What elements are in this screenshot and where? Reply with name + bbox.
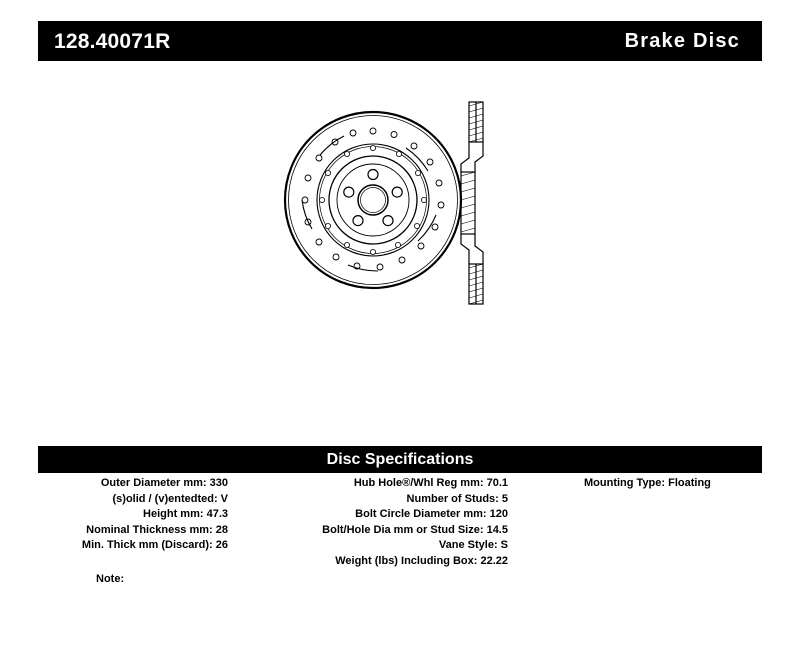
spec-body: [38, 476, 762, 596]
spec-row: Nominal Thickness mm: 28: [86, 523, 228, 536]
spec-row: Bolt/Hole Dia mm or Stud Size: 14.5: [322, 523, 508, 536]
spec-column-middle: [248, 476, 508, 569]
note: [96, 572, 147, 587]
header-bar: [38, 21, 762, 61]
spec-row: Mounting Type: Floating: [584, 477, 711, 489]
brake-rotor-face-view: [278, 105, 468, 295]
spec-row: Weight (lbs) Including Box: 22.22: [335, 554, 508, 567]
note-label: Note:: [96, 573, 125, 585]
product-drawing: [38, 80, 762, 360]
part-number: 128.40071R: [54, 29, 171, 53]
spec-row: Hub Hole®/Whl Reg mm: 70.1: [353, 477, 508, 489]
product-type: Brake Disc: [624, 30, 740, 52]
spec-row: Min. Thick mm (Discard): 26: [81, 539, 228, 551]
brake-rotor-edge-view: [453, 98, 513, 308]
spec-row: Height mm: 47.3: [143, 508, 228, 520]
spec-row: Outer Diameter mm: 330: [100, 477, 228, 489]
spec-row: Bolt Circle Diameter mm: 120: [355, 508, 508, 520]
spec-row: Vane Style: S: [438, 539, 508, 551]
spec-column-right: [538, 476, 762, 492]
spec-column-left: [38, 476, 228, 554]
spec-row: (s)olid / (v)entedted: V: [112, 492, 228, 505]
spec-row: Number of Studs: 5: [406, 492, 508, 505]
spec-title: Disc Specifications: [326, 450, 474, 468]
spec-title-bar: [38, 446, 762, 473]
